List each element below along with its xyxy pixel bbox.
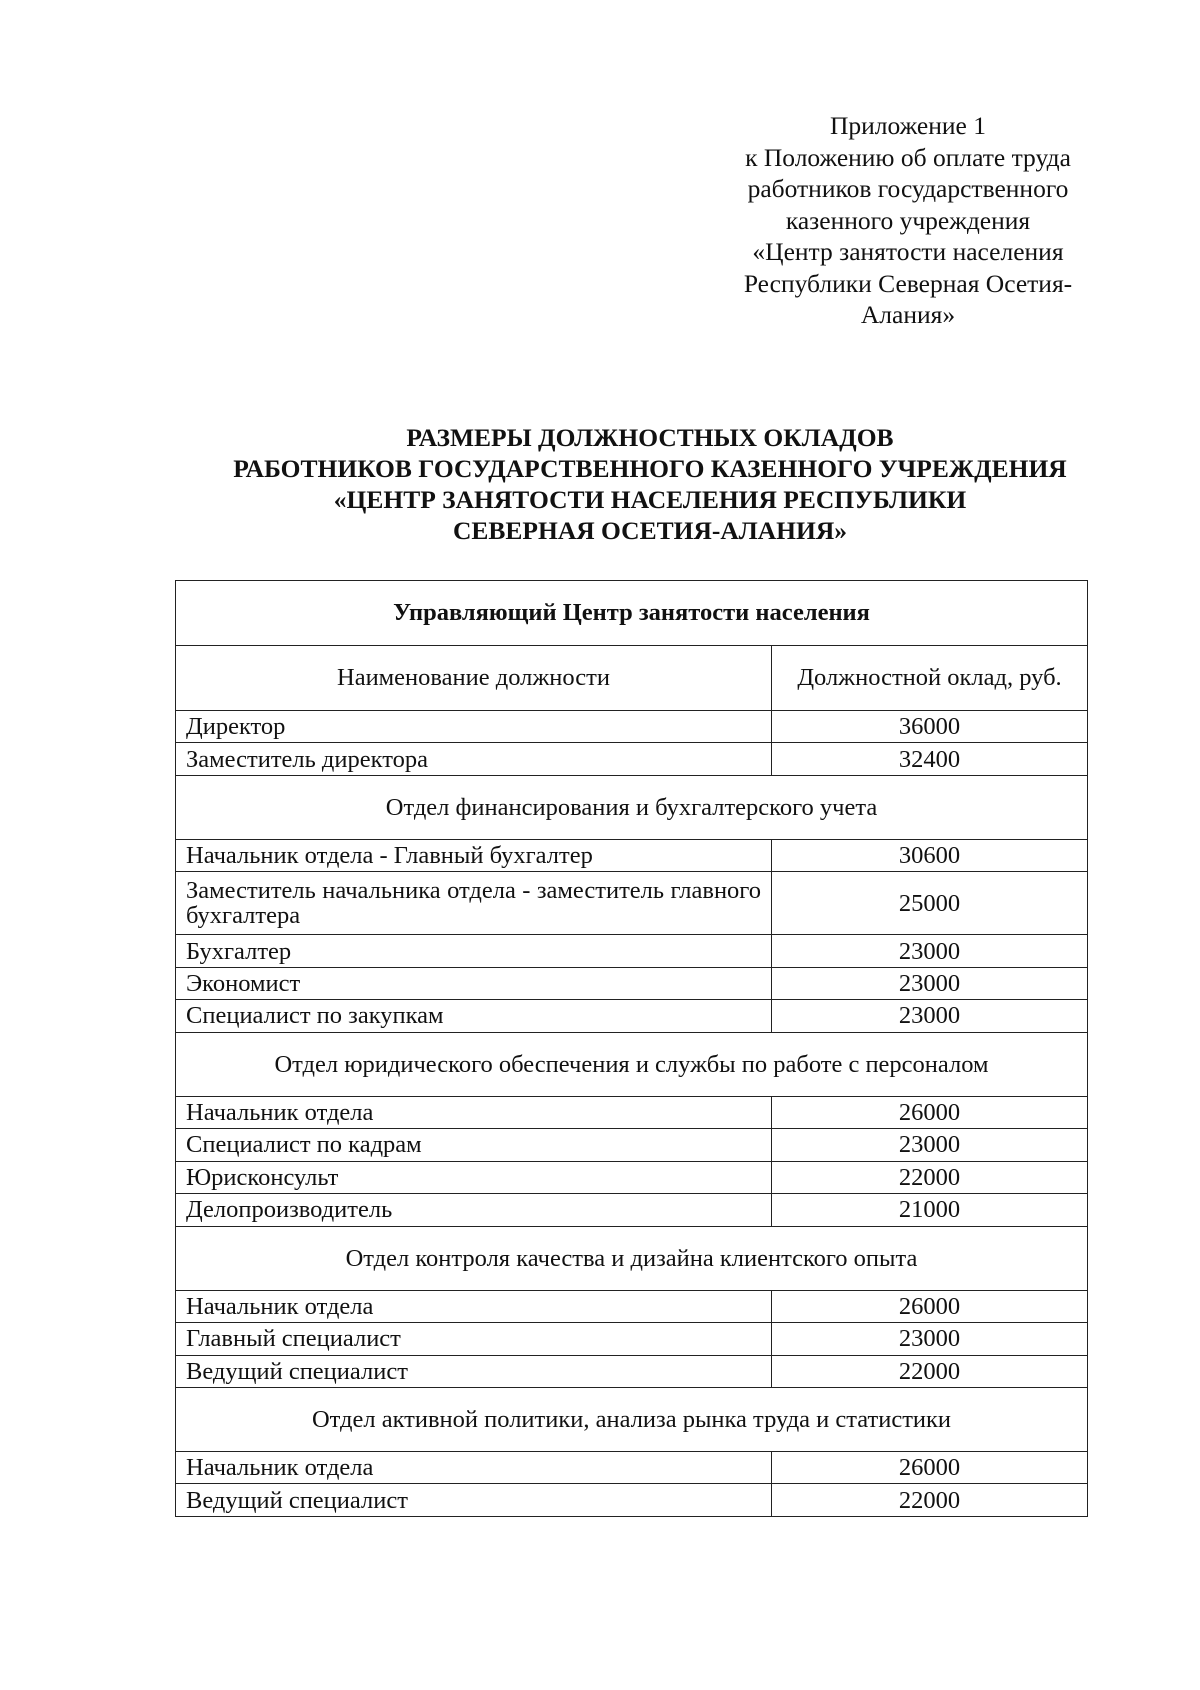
position-cell: Бухгалтер (176, 935, 772, 967)
appendix-line: работников государственного (747, 174, 1069, 203)
salary-cell: 22000 (772, 1484, 1088, 1517)
position-cell: Специалист по закупкам (176, 1000, 772, 1032)
salary-cell: 26000 (772, 1290, 1088, 1322)
table-row (176, 967, 1088, 999)
table-title-row (176, 581, 1088, 646)
position-cell: Ведущий специалист (176, 1355, 772, 1387)
salary-cell: 23000 (772, 1000, 1088, 1032)
appendix-line: Алания» (860, 300, 956, 329)
table-row (176, 1484, 1088, 1517)
section-title: Отдел контроля качества и дизайна клиентского опыта (176, 1226, 1088, 1290)
salary-cell: 30600 (772, 839, 1088, 871)
table-row (176, 710, 1088, 742)
position-cell: Юрисконсульт (176, 1161, 772, 1193)
position-cell: Экономист (176, 967, 772, 999)
title-line: РАЗМЕРЫ ДОЛЖНОСТНЫХ ОКЛАДОВ (406, 423, 894, 452)
salary-cell: 22000 (772, 1161, 1088, 1193)
salary-cell: 26000 (772, 1451, 1088, 1483)
salary-table (175, 580, 1088, 1517)
position-cell: Начальник отдела (176, 1290, 772, 1322)
position-cell: Начальник отдела (176, 1451, 772, 1483)
section-title: Отдел активной политики, анализа рынка труда и статистики (176, 1388, 1088, 1452)
position-cell: Заместитель начальника отдела - заместитель главного бухгалтера (176, 872, 772, 935)
table-row (176, 839, 1088, 871)
section-row (176, 1388, 1088, 1452)
appendix-line: Республики Северная Осетия- (743, 268, 1073, 298)
salary-cell: 22000 (772, 1355, 1088, 1387)
table-row (176, 935, 1088, 967)
position-cell: Делопроизводитель (176, 1194, 772, 1226)
position-cell: Директор (176, 710, 772, 742)
table-row (176, 1451, 1088, 1483)
salary-cell: 25000 (772, 872, 1088, 935)
salary-cell: 26000 (772, 1096, 1088, 1128)
table-row (176, 743, 1088, 775)
section-title: Отдел юридического обеспечения и службы по работе с персоналом (176, 1032, 1088, 1096)
position-cell: Ведущий специалист (176, 1484, 772, 1517)
title-line: «ЦЕНТР ЗАНЯТОСТИ НАСЕЛЕНИЯ РЕСПУБЛИКИ (333, 485, 967, 514)
appendix-line: «Центр занятости населения (752, 237, 1064, 266)
salary-cell: 23000 (772, 1129, 1088, 1161)
appendix-line: казенного учреждения (785, 205, 1031, 235)
table-row (176, 1290, 1088, 1322)
section-row (176, 775, 1088, 839)
position-cell: Начальник отдела - Главный бухгалтер (176, 839, 772, 871)
table-row (176, 1129, 1088, 1161)
title-line: СЕВЕРНАЯ ОСЕТИЯ-АЛАНИЯ» (452, 516, 848, 545)
table-row (176, 1161, 1088, 1193)
appendix-line: Приложение 1 (830, 111, 986, 140)
table-row (176, 1355, 1088, 1387)
position-cell: Главный специалист (176, 1323, 772, 1355)
table-row (176, 1096, 1088, 1128)
table-header-row (176, 645, 1088, 710)
header-position: Наименование должности (176, 645, 772, 710)
appendix-block (728, 110, 1088, 331)
position-cell: Специалист по кадрам (176, 1129, 772, 1161)
document-title (150, 422, 1150, 546)
salary-cell: 23000 (772, 967, 1088, 999)
header-salary: Должностной оклад, руб. (772, 645, 1088, 710)
salary-cell: 23000 (772, 935, 1088, 967)
salary-cell: 32400 (772, 743, 1088, 775)
section-row (176, 1032, 1088, 1096)
position-cell: Заместитель директора (176, 743, 772, 775)
position-cell: Начальник отдела (176, 1096, 772, 1128)
table-row (176, 872, 1088, 935)
section-title: Отдел финансирования и бухгалтерского учета (176, 775, 1088, 839)
appendix-line: к Положению об оплате труда (745, 142, 1071, 172)
table-title: Управляющий Центр занятости населения (176, 581, 1088, 646)
section-row (176, 1226, 1088, 1290)
table-row (176, 1323, 1088, 1355)
title-line: РАБОТНИКОВ ГОСУДАРСТВЕННОГО КАЗЕННОГО УЧРЕЖДЕНИЯ (233, 454, 1067, 483)
salary-cell: 36000 (772, 710, 1088, 742)
salary-cell: 23000 (772, 1323, 1088, 1355)
table-row (176, 1194, 1088, 1226)
salary-cell: 21000 (772, 1194, 1088, 1226)
table-row (176, 1000, 1088, 1032)
